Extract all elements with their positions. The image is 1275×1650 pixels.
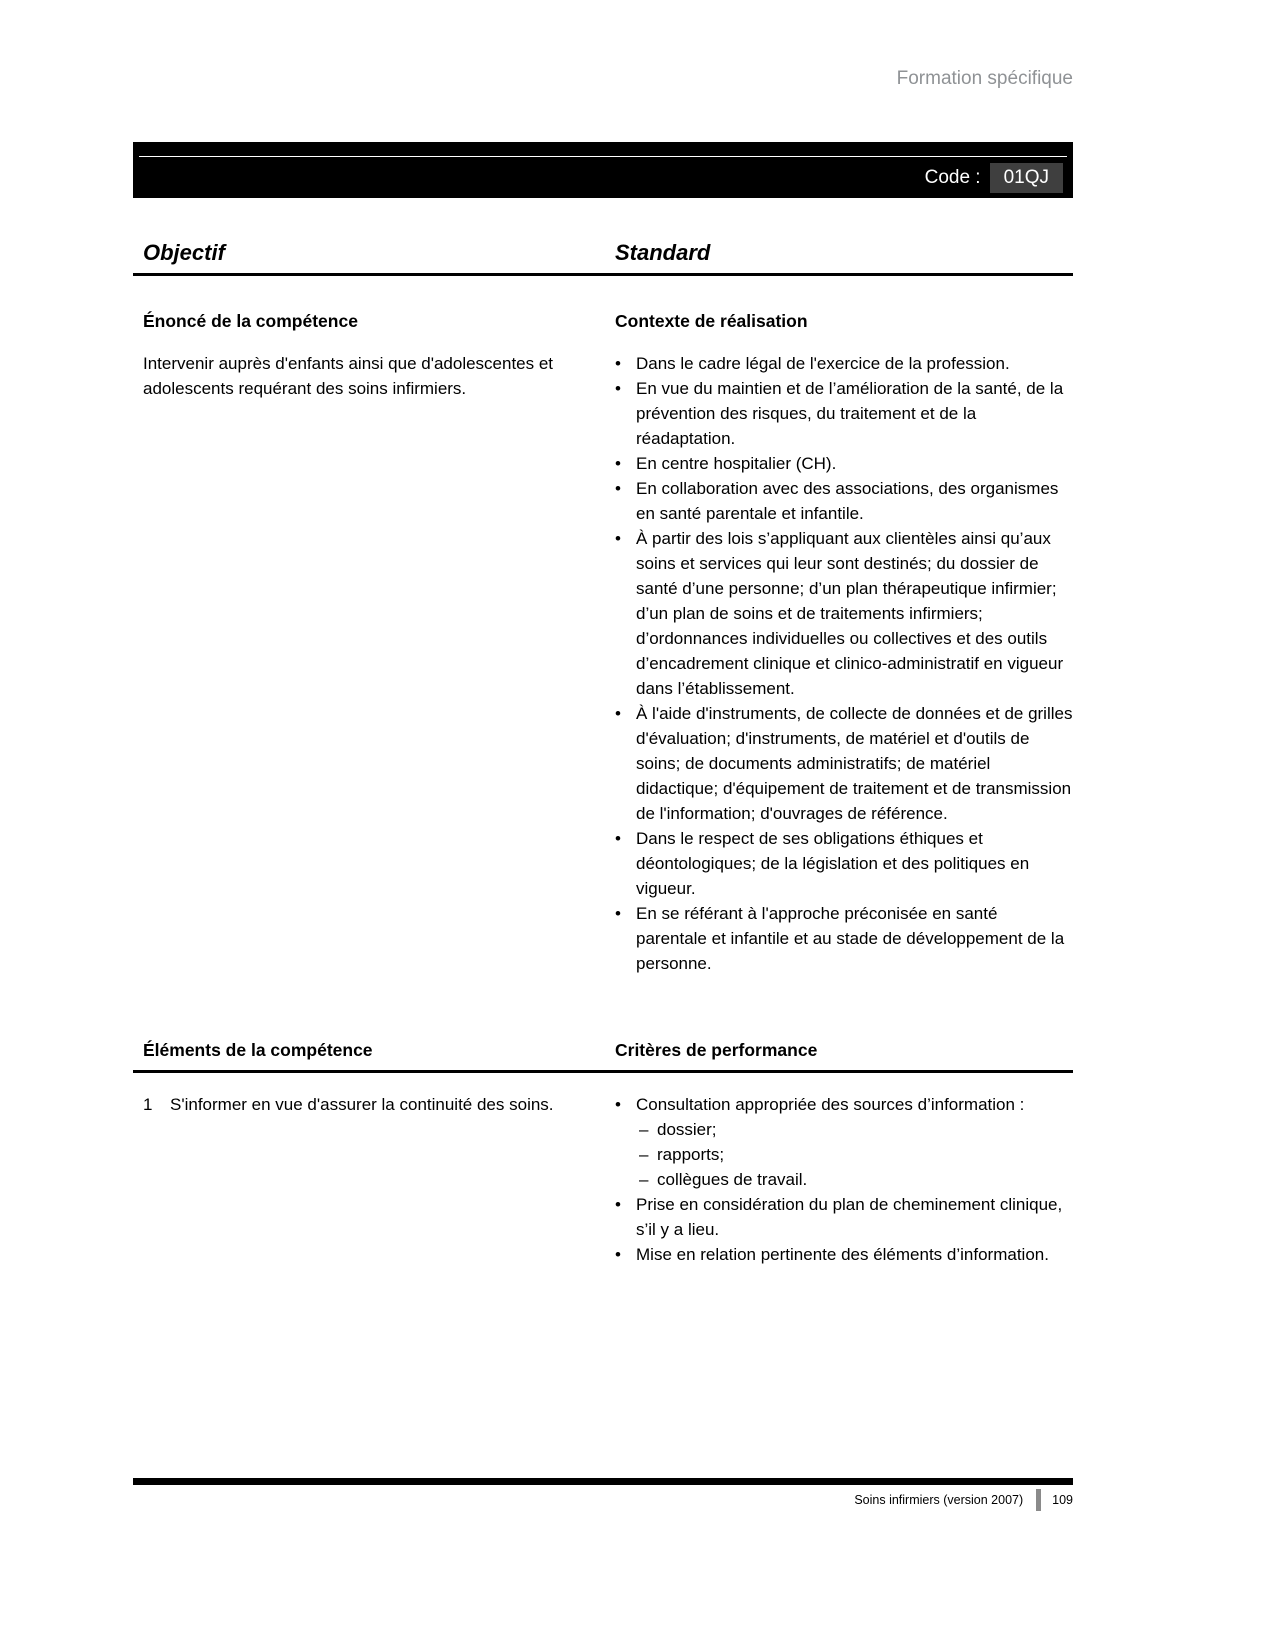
footer-page-number: 109 [1052, 1493, 1073, 1507]
context-bullet-text: En se référant à l'approche préconisée en santé parentale et infantile et au stade de développement de la personne. [636, 904, 1065, 973]
critere-subitem [636, 1167, 1073, 1192]
competence-heading: Énoncé de la compétence [143, 311, 358, 331]
dash-marker: – [639, 1120, 649, 1139]
code-value: 01QJ [990, 163, 1063, 193]
context-bullet [615, 351, 1073, 376]
elements-column [133, 1092, 605, 1267]
critere-subitem-text: rapports; [657, 1145, 725, 1164]
bullet-marker: • [615, 454, 621, 473]
contexte-bullet-list [615, 351, 1073, 976]
standard-title: Standard [615, 240, 711, 265]
bullet-marker: • [615, 354, 621, 373]
critere-bullet [615, 1242, 1073, 1267]
bullet-marker: • [615, 704, 621, 723]
footer-divider-bar [1036, 1489, 1041, 1511]
criteres-bullet-list [615, 1092, 1073, 1267]
context-bullet [615, 376, 1073, 451]
footer-doc-label: Soins infirmiers (version 2007) [854, 1493, 1024, 1507]
criteres-heading: Critères de performance [615, 1040, 818, 1060]
critere-bullet [615, 1092, 1073, 1192]
running-head: Formation spécifique [896, 68, 1073, 89]
criteres-column [605, 1092, 1073, 1267]
code-label: Code : [924, 166, 981, 188]
context-bullet-text: Dans le cadre légal de l'exercice de la profession. [636, 354, 1010, 373]
context-bullet-text: En collaboration avec des associations, des organismes en santé parentale et infantile. [636, 479, 1059, 523]
elements-heading: Éléments de la compétence [143, 1040, 373, 1060]
context-bullet-text: Dans le respect de ses obligations éthiques et déontologiques; de la législation et des politiques en vigueur. [636, 829, 1030, 898]
section-competence [133, 311, 1073, 1038]
section2-body [133, 1092, 1073, 1267]
context-bullet-text: En centre hospitalier (CH). [636, 454, 837, 473]
context-bullet-text: À partir des lois s’appliquant aux clientèles ainsi qu’aux soins et services qui leur sont destinés; du dossier de santé d’une personne; d’un plan thérapeutique infirmier; d’un plan de soins et de traitements infirmiers; d’ordonnances individuelles ou collectives et des outils d’encadrement clinique et clinico-administratif en vigueur dans l’établissement. [636, 529, 1064, 698]
competence-statement: Intervenir auprès d'enfants ainsi que d'adolescentes et adolescents requérant des soins infirmiers. [143, 354, 554, 398]
context-bullet [615, 476, 1073, 526]
critere-text: Mise en relation pertinente des éléments d’information. [636, 1245, 1049, 1264]
code-bar [133, 142, 1073, 198]
column-titles-row [133, 240, 1073, 276]
context-bullet [615, 451, 1073, 476]
context-bullet [615, 826, 1073, 901]
bullet-marker: • [615, 1245, 621, 1264]
bullet-marker: • [615, 829, 621, 848]
bullet-marker: • [615, 529, 621, 548]
critere-subitem [636, 1142, 1073, 1167]
bullet-marker: • [615, 904, 621, 923]
critere-bullet [615, 1192, 1073, 1242]
context-bullet-text: À l'aide d'instruments, de collecte de données et de grilles d'évaluation; d'instruments, de matériel et d'outils de soins; de documents administratifs; de matériel didactique; d'équipement de traitement et de transmission de l'information; d'ouvrages de référence. [636, 704, 1073, 823]
context-bullet [615, 701, 1073, 826]
element-number: 1 [143, 1095, 153, 1114]
footer-rule [133, 1478, 1073, 1485]
critere-subitem-text: dossier; [657, 1120, 717, 1139]
context-bullet [615, 526, 1073, 701]
bullet-marker: • [615, 1095, 621, 1114]
critere-subitem [636, 1117, 1073, 1142]
context-bullet-text: En vue du maintien et de l’amélioration de la santé, de la prévention des risques, du traitement et de la réadaptation. [636, 379, 1064, 448]
objectif-title: Objectif [143, 240, 225, 265]
bullet-marker: • [615, 479, 621, 498]
contexte-column [605, 311, 1073, 1038]
critere-subitem-text: collègues de travail. [657, 1170, 808, 1189]
element-text: S'informer en vue d'assurer la continuité des soins. [170, 1095, 554, 1114]
bullet-marker: • [615, 1195, 621, 1214]
element-item [133, 1092, 605, 1117]
dash-marker: – [639, 1170, 649, 1189]
competence-column [133, 311, 605, 1038]
dash-marker: – [639, 1145, 649, 1164]
context-bullet [615, 901, 1073, 976]
section2-headings-row [133, 1040, 1073, 1073]
footer [133, 1489, 1073, 1511]
critere-text: Consultation appropriée des sources d’information : [636, 1095, 1025, 1114]
contexte-heading: Contexte de réalisation [615, 311, 808, 331]
bullet-marker: • [615, 379, 621, 398]
critere-text: Prise en considération du plan de cheminement clinique, s’il y a lieu. [636, 1195, 1063, 1239]
